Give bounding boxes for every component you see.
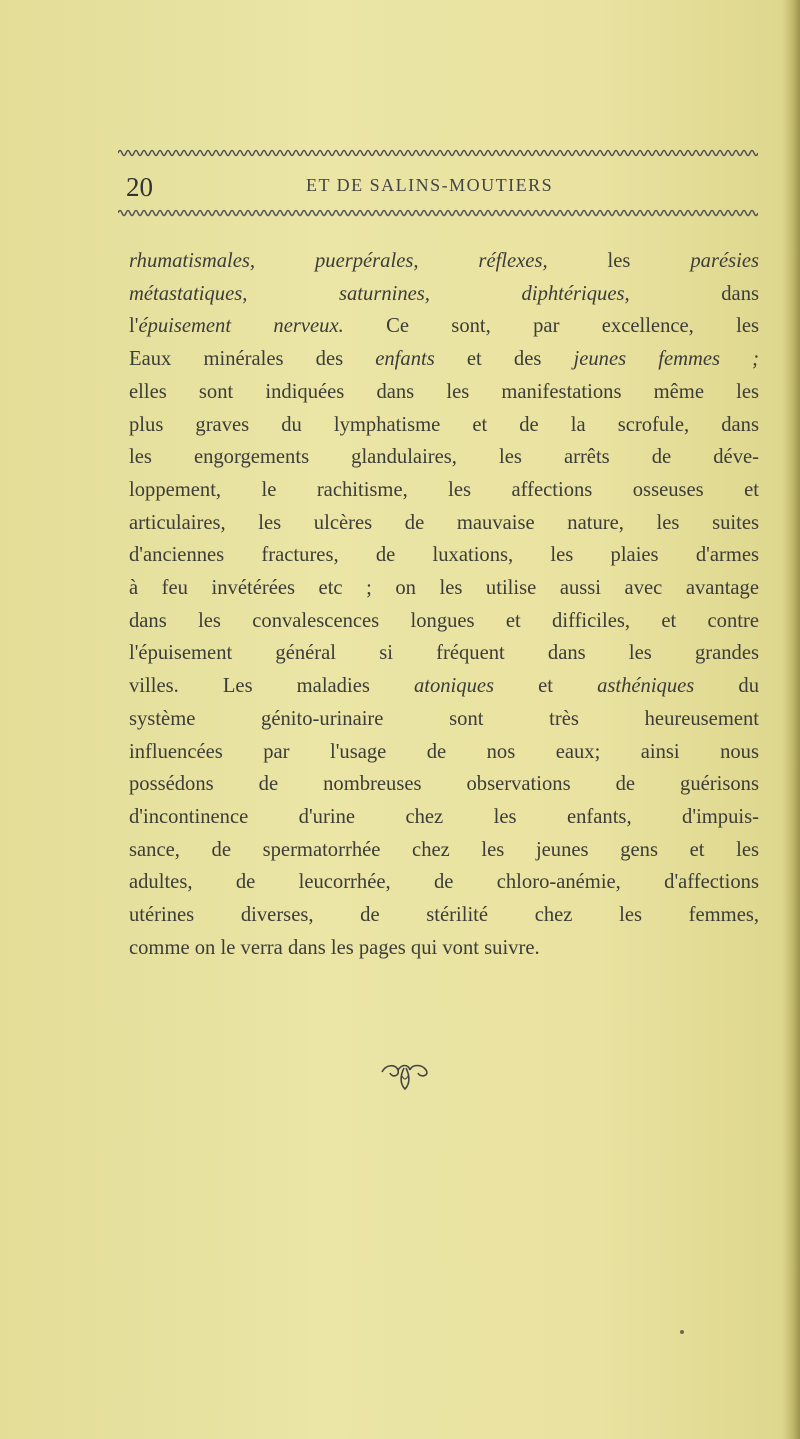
text-line <box>129 310 759 343</box>
italic-run: enfants <box>375 348 435 371</box>
text-line <box>129 245 759 278</box>
fleuron-ornament-icon <box>378 1062 432 1092</box>
italic-run: métastatiques, saturnines, diphtériques <box>129 282 625 305</box>
body-paragraph <box>129 245 759 964</box>
text-run: villes. Les maladies <box>129 675 414 698</box>
paper-speck <box>680 1330 684 1334</box>
italic-run: atoniques <box>413 675 495 698</box>
text-line <box>129 637 759 670</box>
text-run: l' <box>129 315 139 338</box>
text-line <box>129 834 759 867</box>
text-run: plus graves du lymphatisme et de la scrofule, dans <box>129 413 759 436</box>
text-run: utérines diverses, de stérilité chez les femmes, <box>129 904 759 927</box>
text-run: influencées par l'usage de nos eaux; ainsi nous <box>129 740 759 763</box>
text-line <box>129 605 759 638</box>
text-line <box>129 278 759 311</box>
text-run: système génito-urinaire sont très heureusement <box>129 707 759 730</box>
page-number: 20 <box>126 172 153 202</box>
page-edge-shadow <box>782 0 800 1439</box>
text-line <box>129 507 759 540</box>
text-line <box>129 801 759 834</box>
text-run: l'épuisement général si fréquent dans les grandes <box>129 642 759 665</box>
text-line <box>129 343 759 376</box>
text-line <box>129 768 759 801</box>
text-run: adultes, de leucorrhée, de chloro-anémie, d'affections <box>129 871 759 894</box>
top-ornamental-border <box>118 146 758 160</box>
italic-run: parésies <box>690 250 759 272</box>
text-run: elles sont indiquées dans les manifestations même les <box>129 380 759 403</box>
text-run: articulaires, les ulcères de mauvaise nature, les suites <box>129 511 759 534</box>
text-run: les engorgements glandulaires, les arrêts de déve- <box>129 446 759 469</box>
running-title: ET DE SALINS-MOUTIERS <box>306 175 554 195</box>
text-line <box>129 703 759 736</box>
text-run: et des <box>434 348 574 371</box>
text-run: Ce sont, par excellence, les <box>343 315 760 338</box>
text-line <box>129 932 759 965</box>
text-run: sance, de spermatorrhée chez les jeunes gens et les <box>129 838 759 861</box>
bottom-ornamental-border <box>118 206 758 220</box>
text-line <box>129 899 759 932</box>
text-run: à feu invétérées etc ; on les utilise aussi avec avantage <box>129 577 759 600</box>
text-line <box>129 866 759 899</box>
italic-run: épuisement nerveux. <box>138 315 344 338</box>
italic-run: jeunes femmes ; <box>573 348 760 371</box>
text-line <box>129 409 759 442</box>
text-run: possédons de nombreuses observations de guérisons <box>129 773 759 796</box>
text-line <box>129 572 759 605</box>
text-run: dans les convalescences longues et difficiles, et contre <box>129 609 759 632</box>
italic-run: asthéniques <box>597 675 695 698</box>
text-run: loppement, le rachitisme, les affections osseuses et <box>129 478 759 501</box>
text-run: d'anciennes fractures, de luxations, les plaies d'armes <box>129 544 759 567</box>
text-run: les <box>547 250 691 272</box>
page-header <box>126 172 756 200</box>
text-line <box>129 474 759 507</box>
text-line <box>129 539 759 572</box>
text-run: du <box>694 675 759 698</box>
italic-run: rhumatismales, puerpérales, réflexes, <box>129 250 548 272</box>
text-line <box>129 670 759 703</box>
text-line <box>129 441 759 474</box>
text-run: Eaux minérales des <box>129 348 376 371</box>
text-run: d'incontinence d'urine chez les enfants, d'impuis- <box>129 805 759 828</box>
text-line <box>129 736 759 769</box>
text-run: et <box>494 675 598 698</box>
text-run: comme on le verra dans les pages qui vont suivre. <box>129 936 540 959</box>
text-run: , dans <box>624 282 760 305</box>
text-line <box>129 376 759 409</box>
